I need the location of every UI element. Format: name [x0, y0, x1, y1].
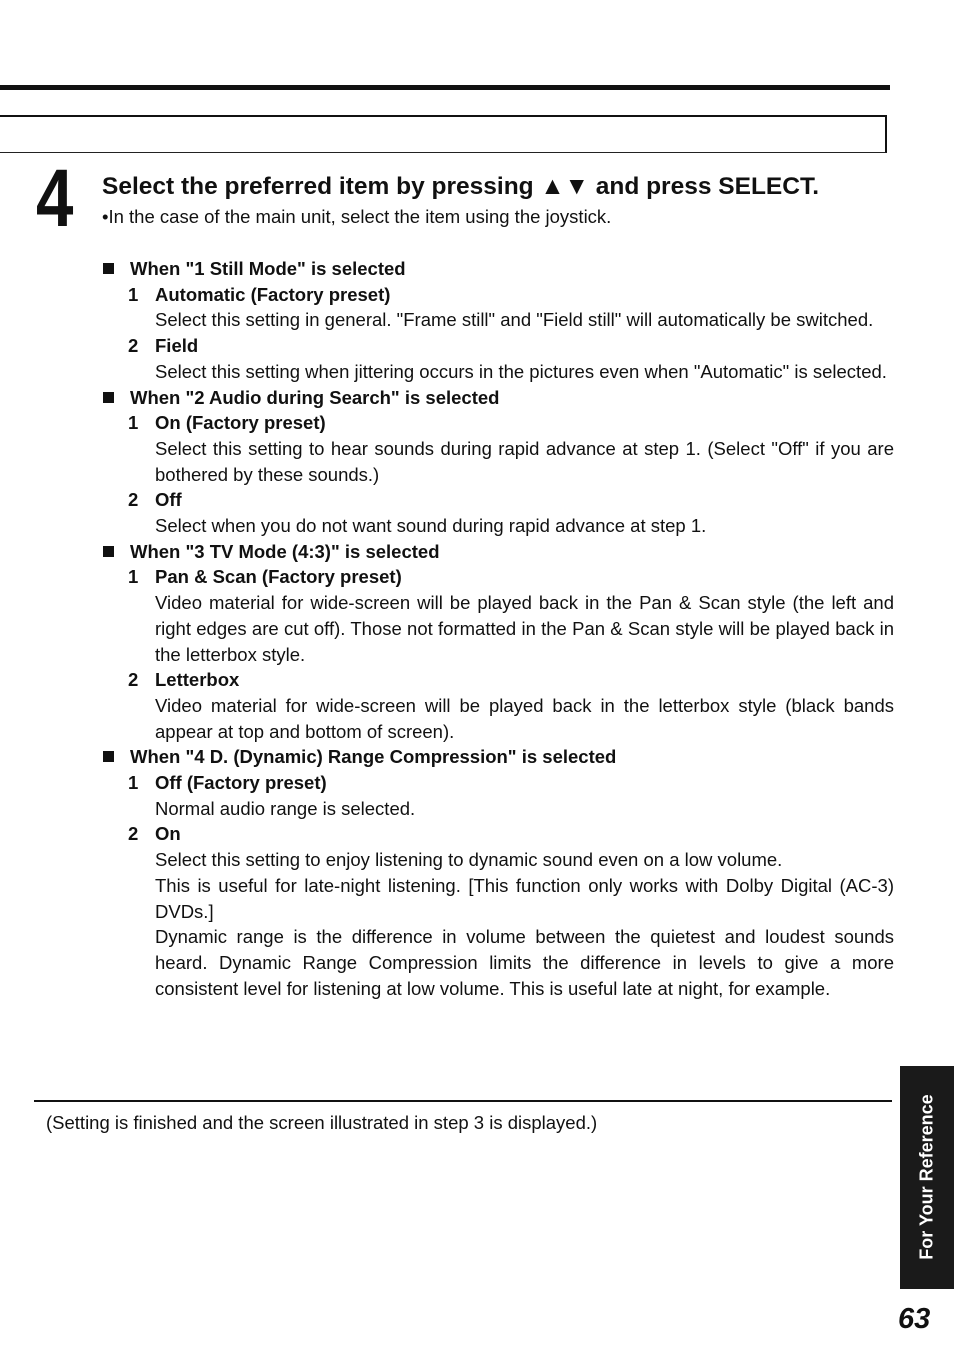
option-number: 2	[128, 489, 139, 511]
page-number: 63	[898, 1303, 931, 1335]
section-audio-search	[102, 385, 894, 411]
option-label: Automatic (Factory preset)	[155, 283, 391, 305]
bullet-square-icon	[103, 263, 114, 274]
option-number: 1	[128, 772, 139, 794]
option-description: Select when you do not want sound during rapid advance at step 1.	[155, 515, 707, 537]
section-title: When "3 TV Mode (4:3)" is selected	[130, 540, 440, 562]
option-description: Select this setting to hear sounds during rapid advance at step 1. (Select "Off" if you are bothered by these sounds.)	[155, 437, 894, 485]
section-still-mode	[102, 256, 894, 282]
option-label: Pan & Scan (Factory preset)	[155, 566, 402, 588]
section-title: When "4 D. (Dynamic) Range Compression" is selected	[130, 746, 617, 768]
option-number: 2	[128, 669, 139, 691]
option-label: On	[155, 823, 181, 845]
bullet-square-icon	[103, 546, 114, 557]
option-description: Normal audio range is selected.	[155, 797, 416, 819]
option-label: On (Factory preset)	[155, 412, 326, 434]
option-number: 2	[128, 823, 139, 845]
option-heading	[102, 282, 894, 308]
option-number: 1	[128, 412, 139, 434]
option-description: Select this setting to enjoy listening to dynamic sound even on a low volume.	[155, 849, 783, 871]
option-description: Video material for wide-screen will be played back in the letterbox style (black bands appear at top and bottom of screen).	[155, 694, 894, 742]
option-label: Off (Factory preset)	[155, 772, 327, 794]
section-title: When "1 Still Mode" is selected	[130, 258, 406, 279]
option-heading	[102, 821, 894, 847]
footer-note: (Setting is finished and the screen illustrated in step 3 is displayed.)	[46, 1112, 598, 1133]
option-description: This is useful for late-night listening. [This function only works with Dolby Digital (AC-3) DVDs.]	[155, 874, 894, 922]
bullet-square-icon	[103, 392, 114, 403]
option-heading	[102, 564, 894, 590]
section-title: When "2 Audio during Search" is selected	[130, 386, 500, 408]
option-label: Off	[155, 489, 182, 511]
section-range-compression	[102, 744, 894, 770]
option-number: 2	[128, 335, 139, 357]
step-heading: Select the preferred item by pressing ▲▼ and press SELECT.	[102, 173, 820, 200]
top-rule	[0, 85, 890, 90]
option-heading	[102, 410, 894, 436]
section-tv-mode	[102, 539, 894, 565]
option-description: Select this setting in general. "Frame still" and "Field still" will automatically be switched.	[155, 309, 874, 331]
option-description: Dynamic range is the difference in volume between the quietest and loudest sounds heard. Dynamic Range Compression limits the difference in levels to give a more consistent level for listening at low volume. This is useful late at night, for example.	[155, 926, 894, 999]
option-description: Video material for wide-screen will be played back in the Pan & Scan style (the left and right edges are cut off). Those not formatted in the Pan & Scan style will be played back in the letterbox style.	[155, 592, 894, 665]
option-number: 1	[128, 566, 139, 588]
option-heading	[102, 667, 894, 693]
side-tab-label: For Your Reference	[916, 1094, 937, 1260]
step-subnote: •In the case of the main unit, select the item using the joystick.	[102, 206, 612, 227]
option-description: Select this setting when jittering occurs in the pictures even when "Automatic" is selected.	[155, 360, 887, 382]
option-heading	[102, 487, 894, 513]
option-heading	[102, 333, 894, 359]
option-label: Letterbox	[155, 669, 240, 691]
bullet-square-icon	[103, 751, 114, 762]
step-number: 4	[36, 153, 72, 244]
side-tab	[900, 1066, 954, 1289]
option-heading	[102, 770, 894, 796]
option-label: Field	[155, 335, 199, 357]
option-number: 1	[128, 283, 139, 305]
header-box	[0, 115, 887, 153]
bottom-rule	[34, 1100, 892, 1102]
options-content	[102, 256, 894, 1001]
